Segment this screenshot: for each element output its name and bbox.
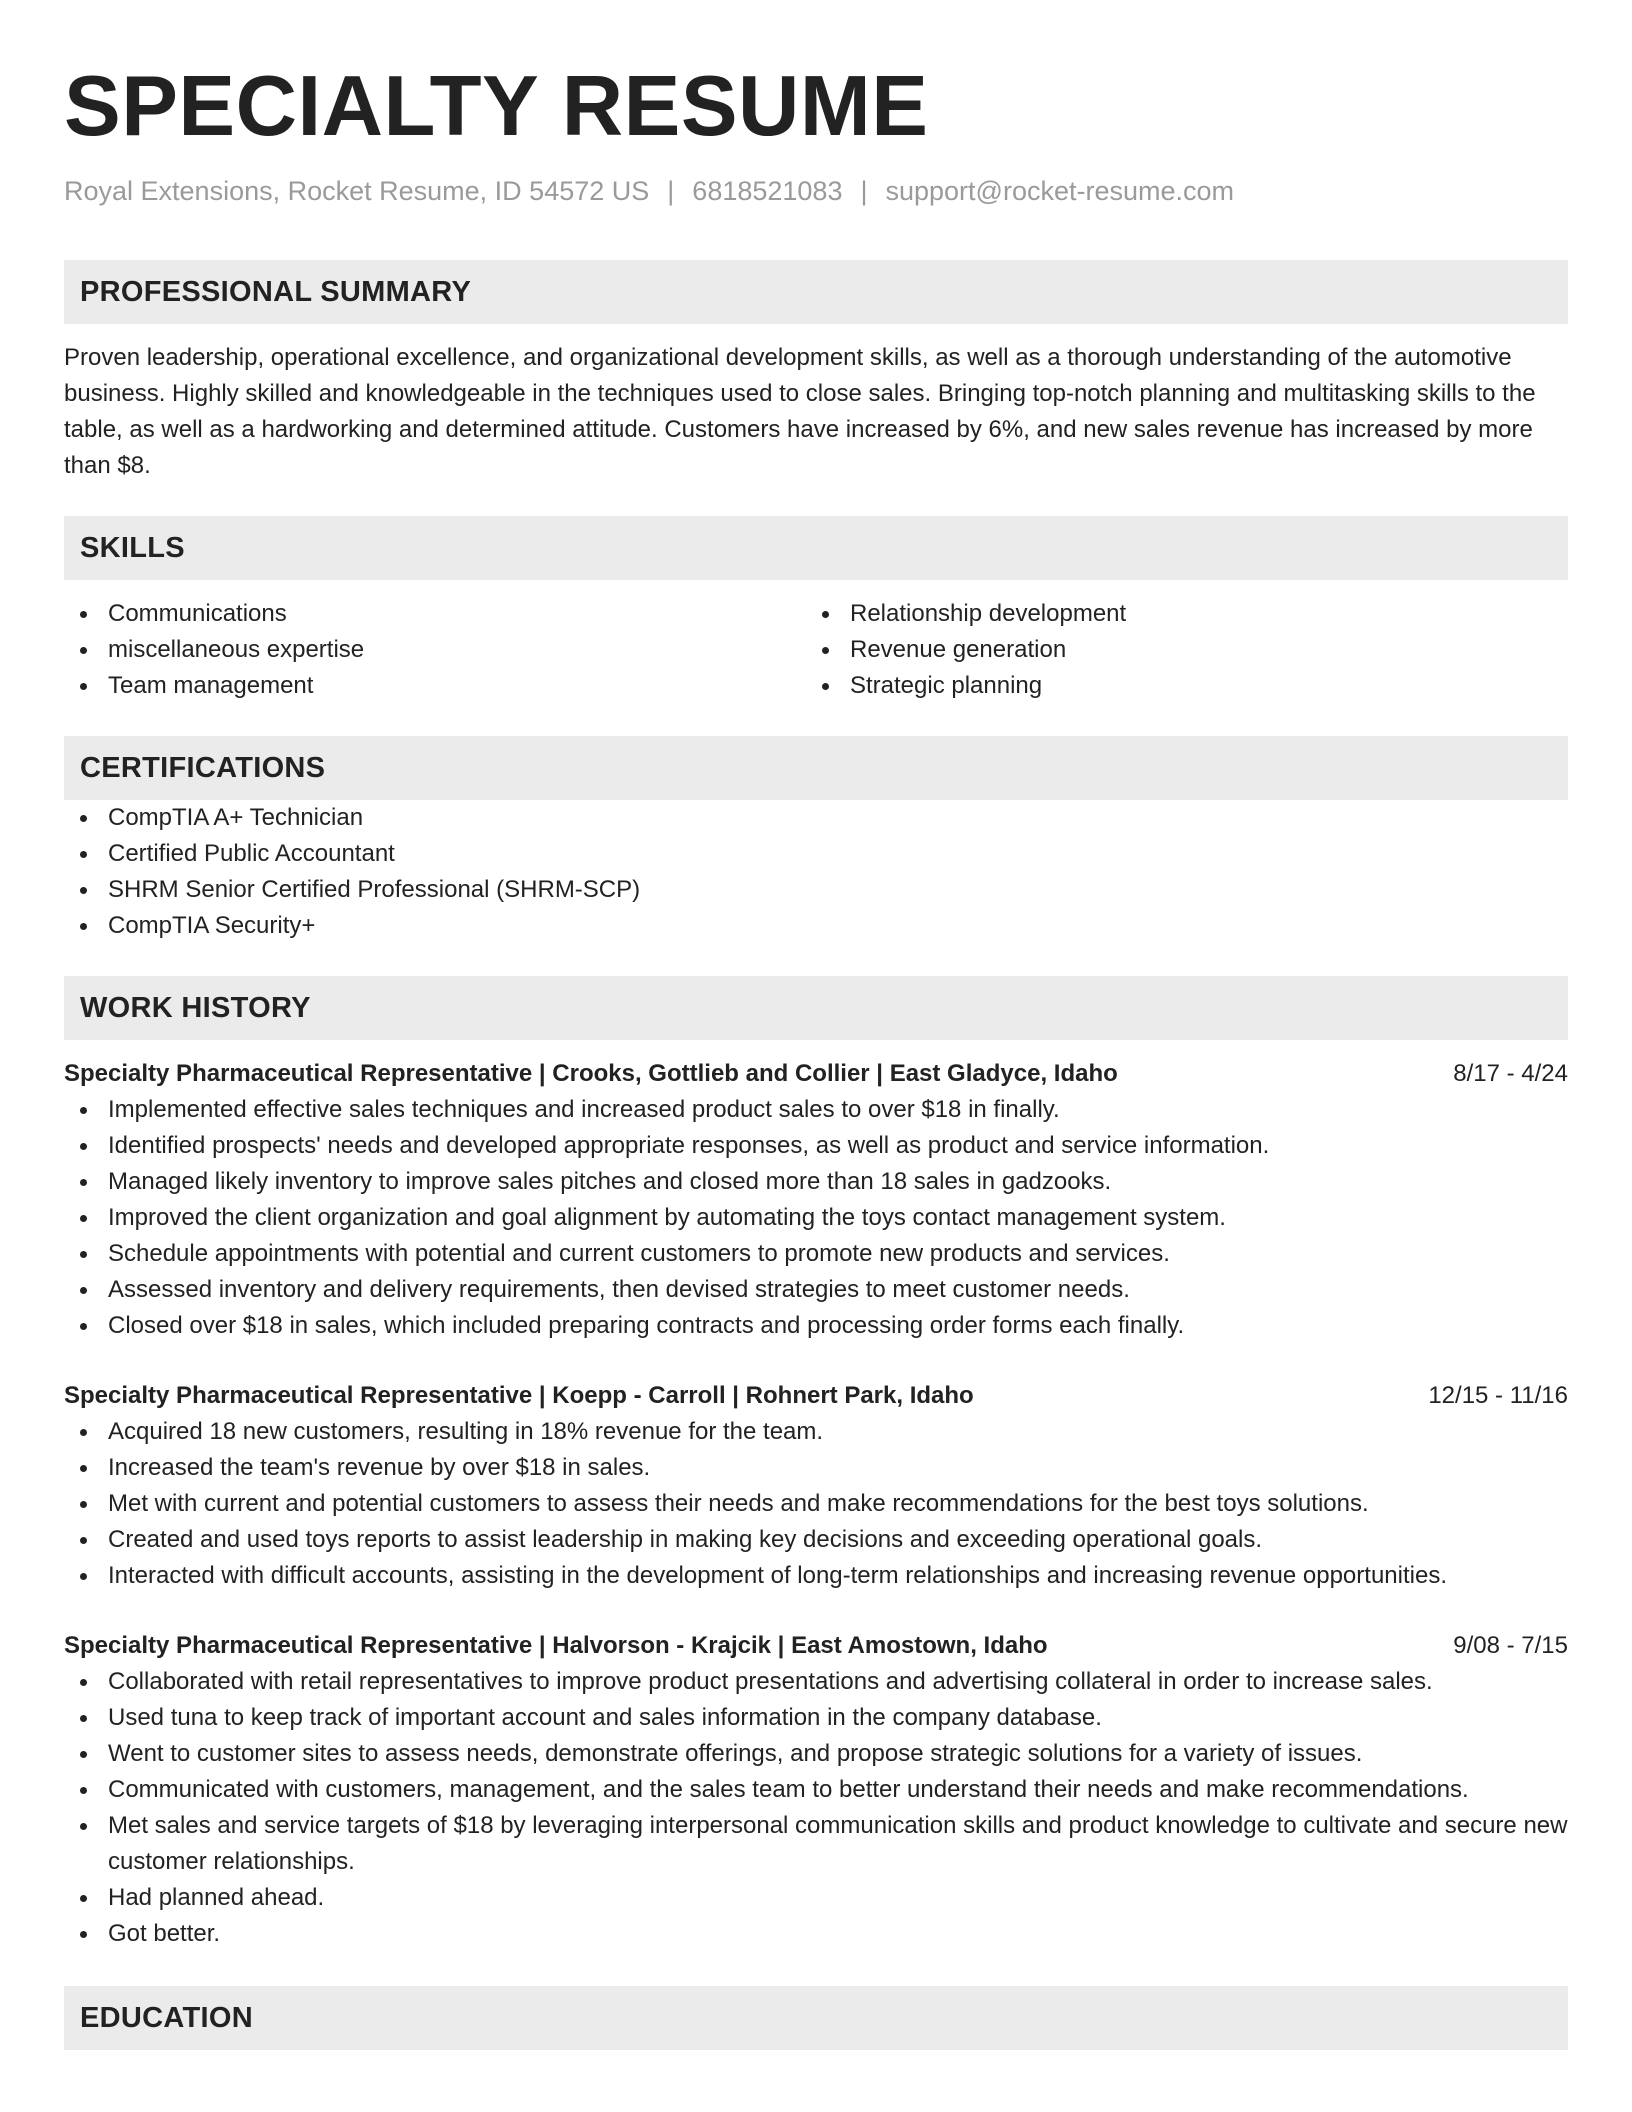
job-bullet: Acquired 18 new customers, resulting in 18% revenue for the team. bbox=[64, 1414, 1568, 1450]
summary-text: Proven leadership, operational excellence, and organizational development skills, as well as a thorough understanding of the automotive business. Highly skilled and knowledgeable in the techniques used to close sales. Bringing top-notch planning and multitasking skills to the table, as well as a hardworking and determined attitude. Customers have increased by 6%, and new sales revenue has increased by more than $8. bbox=[64, 344, 1536, 479]
contact-line bbox=[64, 174, 1568, 208]
job-bullet: Went to customer sites to assess needs, demonstrate offerings, and propose strategic solutions for a variety of issues. bbox=[64, 1736, 1568, 1772]
skill-item: Communications bbox=[64, 596, 806, 632]
section-heading-work-history: WORK HISTORY bbox=[64, 976, 1568, 1040]
job-dates: 12/15 - 11/16 bbox=[1428, 1382, 1568, 1409]
job-bullet: Increased the team's revenue by over $18 in sales. bbox=[64, 1450, 1568, 1486]
certification-item: CompTIA A+ Technician bbox=[64, 800, 1568, 836]
skill-item: miscellaneous expertise bbox=[64, 632, 806, 668]
job-bullet: Managed likely inventory to improve sales pitches and closed more than 18 sales in gadzooks. bbox=[64, 1164, 1568, 1200]
job-entry bbox=[64, 1378, 1568, 1594]
certification-item: SHRM Senior Certified Professional (SHRM-SCP) bbox=[64, 872, 1568, 908]
job-bullet: Used tuna to keep track of important account and sales information in the company database. bbox=[64, 1700, 1568, 1736]
job-bullet: Identified prospects' needs and developed appropriate responses, as well as product and service information. bbox=[64, 1128, 1568, 1164]
job-bullets bbox=[64, 1414, 1568, 1594]
job-title: Specialty Pharmaceutical Representative | Koepp - Carroll | Rohnert Park, Idaho bbox=[64, 1382, 974, 1409]
skills-column-right bbox=[806, 596, 1548, 704]
job-bullet: Schedule appointments with potential and current customers to promote new products and services. bbox=[64, 1236, 1568, 1272]
job-bullet: Collaborated with retail representatives to improve product presentations and advertising collateral in order to increase sales. bbox=[64, 1664, 1568, 1700]
job-dates: 8/17 - 4/24 bbox=[1453, 1060, 1568, 1087]
skill-item: Strategic planning bbox=[806, 668, 1548, 704]
contact-email: support@rocket-resume.com bbox=[885, 176, 1235, 206]
skills-list-left bbox=[64, 596, 806, 704]
job-bullet: Assessed inventory and delivery requirements, then devised strategies to meet customer needs. bbox=[64, 1272, 1568, 1308]
skills-list-right bbox=[806, 596, 1548, 704]
job-entry bbox=[64, 1056, 1568, 1344]
contact-address: Royal Extensions, Rocket Resume, ID 54572 US bbox=[64, 176, 650, 206]
job-bullet: Communicated with customers, management, and the sales team to better understand their needs and make recommendations. bbox=[64, 1772, 1568, 1808]
job-bullet: Interacted with difficult accounts, assisting in the development of long-term relationships and increasing revenue opportunities. bbox=[64, 1558, 1568, 1594]
contact-separator: | bbox=[860, 176, 868, 206]
job-bullet: Had planned ahead. bbox=[64, 1880, 1568, 1916]
skill-item: Revenue generation bbox=[806, 632, 1548, 668]
section-heading-skills: SKILLS bbox=[64, 516, 1568, 580]
contact-phone: 6818521083 bbox=[692, 176, 843, 206]
job-bullet: Got better. bbox=[64, 1916, 1568, 1952]
certifications-list bbox=[64, 800, 1568, 944]
certification-item: CompTIA Security+ bbox=[64, 908, 1568, 944]
skill-item: Relationship development bbox=[806, 596, 1548, 632]
job-header bbox=[64, 1056, 1568, 1092]
job-bullet: Implemented effective sales techniques and increased product sales to over $18 in finally. bbox=[64, 1092, 1568, 1128]
job-header bbox=[64, 1378, 1568, 1414]
section-heading-summary: PROFESSIONAL SUMMARY bbox=[64, 260, 1568, 324]
job-bullet: Created and used toys reports to assist leadership in making key decisions and exceeding operational goals. bbox=[64, 1522, 1568, 1558]
job-title: Specialty Pharmaceutical Representative | Halvorson - Krajcik | East Amostown, Idaho bbox=[64, 1632, 1048, 1659]
job-dates: 9/08 - 7/15 bbox=[1453, 1632, 1568, 1659]
skills-grid bbox=[64, 596, 1568, 704]
job-header bbox=[64, 1628, 1568, 1664]
certification-item: Certified Public Accountant bbox=[64, 836, 1568, 872]
job-bullet: Met with current and potential customers to assess their needs and make recommendations for the best toys solutions. bbox=[64, 1486, 1568, 1522]
job-title: Specialty Pharmaceutical Representative | Crooks, Gottlieb and Collier | East Gladyce, Idaho bbox=[64, 1060, 1118, 1087]
section-heading-education: EDUCATION bbox=[64, 1986, 1568, 2050]
contact-separator: | bbox=[667, 176, 675, 206]
skills-column-left bbox=[64, 596, 806, 704]
job-bullet: Closed over $18 in sales, which included preparing contracts and processing order forms each finally. bbox=[64, 1308, 1568, 1344]
resume-name: SPECIALTY RESUME bbox=[64, 59, 929, 154]
skill-item: Team management bbox=[64, 668, 806, 704]
job-entry bbox=[64, 1628, 1568, 1952]
job-bullet: Improved the client organization and goal alignment by automating the toys contact management system. bbox=[64, 1200, 1568, 1236]
section-heading-certifications: CERTIFICATIONS bbox=[64, 736, 1568, 800]
job-bullets bbox=[64, 1664, 1568, 1952]
job-bullets bbox=[64, 1092, 1568, 1344]
job-bullet: Met sales and service targets of $18 by leveraging interpersonal communication skills and product knowledge to cultivate and secure new customer relationships. bbox=[64, 1808, 1568, 1880]
